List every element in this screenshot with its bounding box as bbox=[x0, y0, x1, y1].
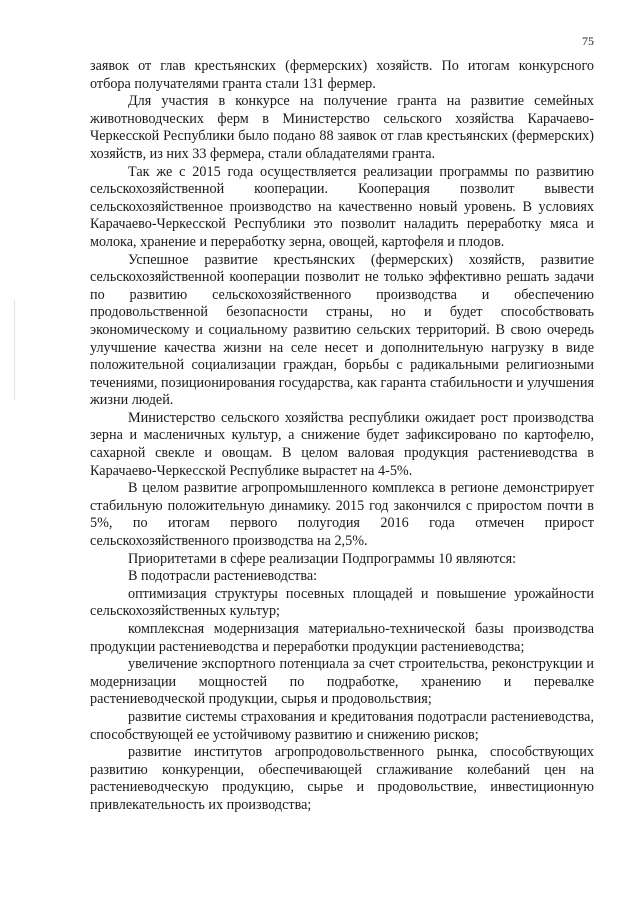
paragraph-3: Так же с 2015 года осуществляется реализации программы по развитию сельскохозяйственной кооперации. Кооперация позволит вывести сельскохозяйственное производство на качественно новый уровень. В условиях Карачаево-Черкесской Республики это позволит наладить переработку мяса и молока, хранение и переработку зерна, овощей, картофеля и плодов. bbox=[90, 163, 594, 250]
paragraph-8: В подотрасли растениеводства: bbox=[128, 568, 318, 585]
paragraph-10: комплексная модернизация материально-технической базы производства продукции растениеводства и переработки продукции растениеводства; bbox=[90, 621, 594, 655]
paragraph-5: Министерство сельского хозяйства республики ожидает рост производства зерна и масленичных культур, а снижение будет зафиксировано по картофелю, сахарной свекле и овощам. В целом валовая продукция растениеводства в Карачаево-Черкесской Республике вырастет на 4-5%. bbox=[90, 409, 594, 479]
document-body bbox=[90, 58, 594, 815]
paragraph-11: увеличение экспортного потенциала за счет строительства, реконструкции и модернизации мощностей по подработке, хранению и перевалке растениеводческой продукции, сырья и продовольствия; bbox=[90, 656, 594, 708]
paragraph-6: В целом развитие агропромышленного комплекса в регионе демонстрирует стабильную положительную динамику. 2015 год закончился с приростом почти в 5%, по итогам первого полугодия 2016 года отмечен прирост сельскохозяйственного производства на 2,5%. bbox=[90, 480, 594, 550]
paragraph-12: развитие системы страхования и кредитования подотрасли растениеводства, способствующей ее устойчивому развитию и снижению рисков; bbox=[90, 708, 594, 743]
page-number: 75 bbox=[582, 34, 594, 48]
scan-margin-mark bbox=[14, 300, 15, 400]
paragraph-9: оптимизация структуры посевных площадей и повышение урожайности сельскохозяйственных культур; bbox=[90, 585, 594, 620]
paragraph-4: Успешное развитие крестьянских (фермерских) хозяйств, развитие сельскохозяйственной кооперации позволит не только эффективно решать задачи по развитию сельскохозяйственного производства и обеспечению продовольственной безопасности страны, но и будет способствовать экономическому и социальному развитию сельских территорий. В свою очередь улучшение качества жизни на селе несет и дополнительную нагрузку в виде положительной социализации граждан, борьбы с радикальными религиозными течениями, позиционирования государства, как гаранта стабильности и улучшения жизни людей. bbox=[90, 251, 594, 409]
paragraph-1: заявок от глав крестьянских (фермерских) хозяйств. По итогам конкурсного отбора получателями гранта стали 131 фермер. bbox=[90, 58, 594, 92]
paragraph-2: Для участия в конкурсе на получение гранта на развитие семейных животноводческих ферм в Министерство сельского хозяйства Карачаево-Черкесской Республики было подано 88 заявок от глав крестьянских (фермерских) хозяйств, из них 33 фермера, стали обладателями гранта. bbox=[90, 93, 594, 162]
paragraph-13: развитие институтов агропродовольственного рынка, способствующих развитию конкуренции, обеспечивающей сглаживание колебаний цен на растениеводческую продукцию, сырье и продовольствие, инвестиционную привлекательность их производства; bbox=[90, 744, 594, 813]
paragraph-7: Приоритетами в сфере реализации Подпрограммы 10 являются: bbox=[128, 550, 517, 567]
